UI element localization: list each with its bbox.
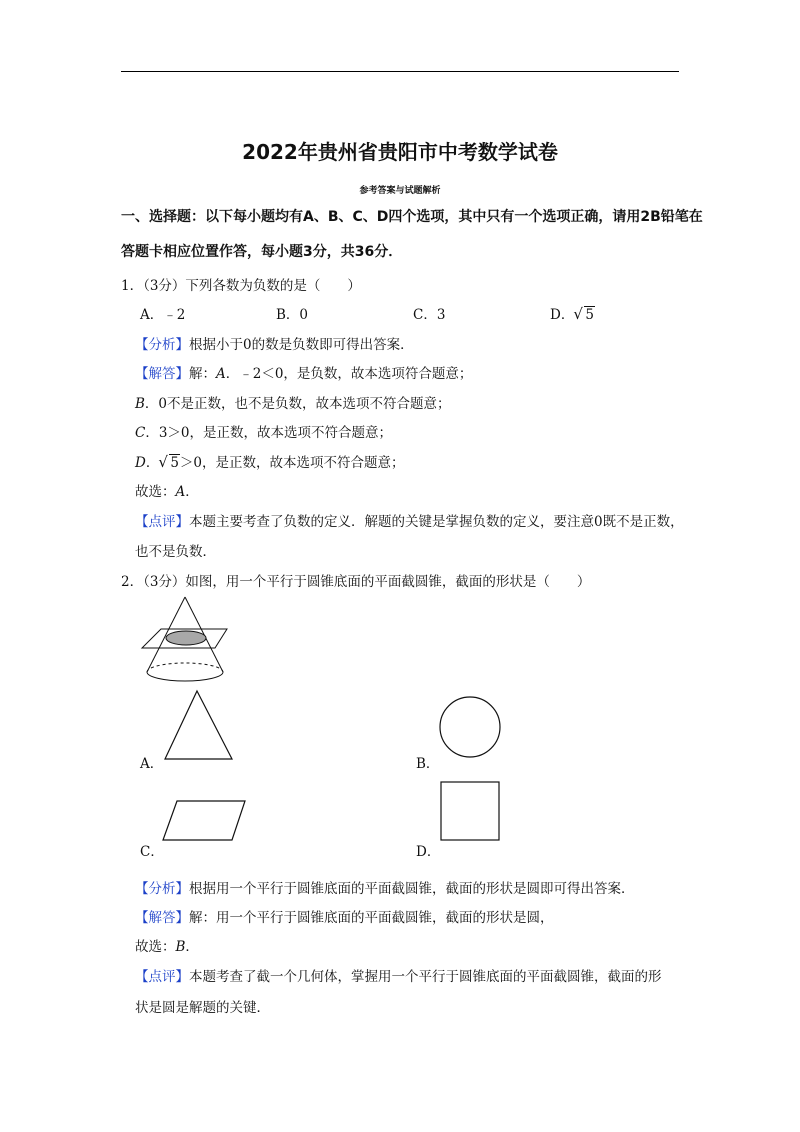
- analysis-tag: 【分析】: [135, 881, 189, 897]
- cone-base-front: [147, 672, 223, 681]
- q1-comment-line1: 本题主要考查了负数的定义．解题的关键是掌握负数的定义，要注意0既不是正数，: [189, 514, 684, 530]
- q1-option-a: A．﹣2: [140, 307, 186, 323]
- section-ellipse: [166, 631, 206, 645]
- option-c-parallelogram: [163, 801, 245, 840]
- q1-option-b: B．0: [276, 307, 309, 323]
- q1-answer-a-letter: A: [216, 366, 226, 382]
- q2-option-c: C．: [140, 844, 164, 860]
- q2-comment-line1: 本题考查了截一个几何体，掌握用一个平行于圆锥底面的平面截圆锥，截面的形: [189, 969, 662, 985]
- q1-stem: 1．（3分）下列各数为负数的是（ ）: [121, 278, 361, 294]
- option-a-triangle: [165, 691, 232, 759]
- analysis-tag: 【分析】: [135, 337, 189, 353]
- section-heading-line1: 一、选择题：以下每小题均有A、B、C、D四个选项，其中只有一个选项正确，请用2B铅笔在: [121, 209, 703, 225]
- q1-answer-c-text: ．3＞0，是正数，故本选项不符合题意；: [145, 425, 393, 441]
- q1-comment-line2: 也不是负数．: [135, 544, 216, 560]
- q1-answer-c-letter: C: [135, 425, 146, 441]
- page-title: 2022年贵州省贵阳市中考数学试卷: [242, 140, 558, 164]
- q1-answer-d-radicand: 5: [170, 455, 179, 471]
- q2-stem: 2．（3分）如图，用一个平行于圆锥底面的平面截圆锥，截面的形状是（ ）: [121, 574, 591, 590]
- option-d-square: [441, 782, 499, 840]
- q1-option-c: C．3: [413, 307, 446, 323]
- comment-tag: 【点评】: [135, 514, 189, 530]
- q2-choose-prefix: 故选：: [135, 939, 176, 955]
- option-b-circle: [440, 697, 500, 757]
- q1-analysis-text: 根据小于0的数是负数即可得出答案．: [189, 337, 414, 353]
- q2-analysis: [135, 877, 635, 897]
- q1-option-d-prefix: D．: [550, 307, 575, 323]
- q2-option-a: A．: [140, 756, 164, 772]
- q2-option-d: D．: [416, 844, 441, 860]
- q1-answer-b-text: ．0不是正数，也不是负数，故本选项不符合题意；: [144, 396, 451, 412]
- q2-answer: [135, 906, 554, 926]
- q2-comment: [135, 965, 662, 985]
- q1-answer-d-text: ＞0，是正数，故本选项不符合题意；: [179, 455, 405, 471]
- q1-answer-intro: 解：: [189, 366, 216, 382]
- q2-choose: [135, 935, 199, 955]
- q2-answer-text: 解：用一个平行于圆锥底面的平面截圆锥，截面的形状是圆，: [189, 910, 554, 926]
- q2-analysis-text: 根据用一个平行于圆锥底面的平面截圆锥，截面的形状是圆即可得出答案．: [189, 881, 635, 897]
- cone-base-back: [147, 663, 223, 672]
- q1-answer-d-letter: D: [135, 455, 146, 471]
- q1-answer-b-letter: B: [135, 396, 145, 412]
- q1-choose-prefix: 故选：: [135, 484, 176, 500]
- q1-option-d-radicand: 5: [585, 307, 594, 323]
- page-subtitle: 参考答案与试题解析: [359, 186, 441, 196]
- comment-tag: 【点评】: [135, 969, 189, 985]
- q1-choose-suffix: ．: [185, 484, 199, 500]
- answer-tag: 【解答】: [135, 366, 189, 382]
- q1-answer-d-dot: ．: [145, 455, 160, 471]
- q2-choose-letter: B: [175, 939, 186, 955]
- q2-option-b: B．: [416, 756, 440, 772]
- q1-choose-letter: A: [175, 484, 186, 500]
- section-heading-line2: 答题卡相应位置作答，每小题3分，共36分．: [121, 244, 403, 260]
- q1-answer-a-text: ．﹣2＜0，是负数，故本选项符合题意；: [225, 366, 473, 382]
- answer-tag: 【解答】: [135, 910, 189, 926]
- q2-comment-line2: 状是圆是解题的关键．: [135, 1000, 270, 1016]
- q2-choose-suffix: ．: [185, 939, 199, 955]
